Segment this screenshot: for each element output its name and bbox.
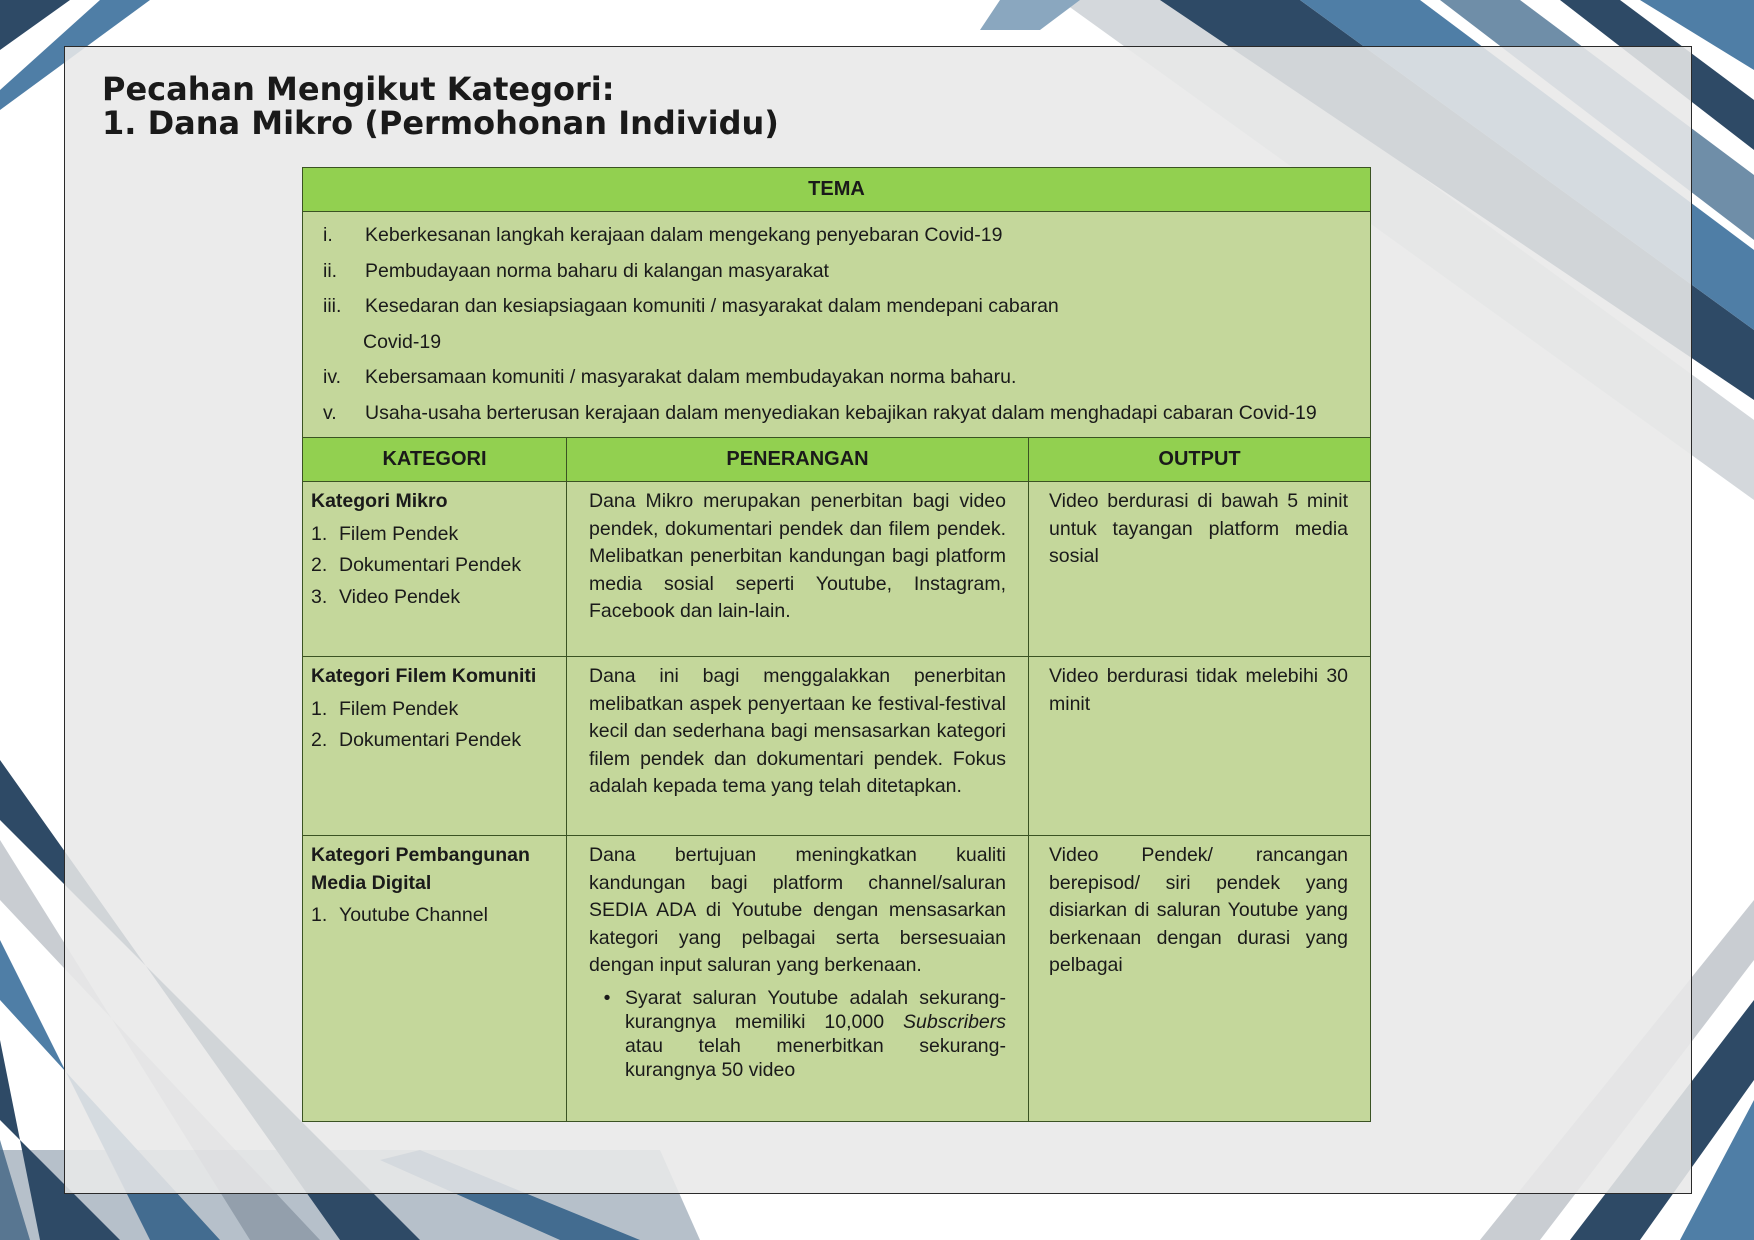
requirement-bullet [589,986,1006,1082]
list-number: 2. [311,554,328,576]
list-item [311,552,558,580]
bullet-text-end: atau telah menerbitkan sekurang-kurangnya 50 video [625,1034,1006,1081]
penerangan-cell [567,836,1029,1122]
column-header-penerangan: PENERANGAN [567,438,1029,482]
tema-item-text-continued: Covid-19 [363,330,442,353]
tema-item-text: Usaha-usaha berterusan kerajaan dalam menyediakan kebajikan rakyat dalam menghadapi cabaran Covid-19 [365,401,1317,424]
tema-list [303,212,1371,438]
tema-item-number: i. [323,224,333,246]
list-label: Dokumentari Pendek [339,729,522,751]
title-line-1: Pecahan Mengikut Kategori: [102,70,615,108]
bullet-icon: • [603,986,611,1009]
tema-item-text-group [365,293,1346,356]
list-number: 3. [311,585,328,608]
kategori-title: Kategori Mikro [311,490,448,512]
kategori-items [311,696,558,755]
list-number: 1. [311,522,328,545]
kategori-cell [303,657,567,836]
table-row [303,836,1371,1122]
list-item [311,727,558,755]
penerangan-cell [567,482,1029,657]
tema-header: TEMA [303,168,1371,212]
kategori-items [311,902,558,930]
penerangan-text: Dana Mikro merupakan penerbitan bagi video pendek, dokumentari pendek dan filem pendek. Melibatkan penerbitan kandungan bagi platform media sosial seperti Youtube, Instagram, Facebook dan lain-lain. [589,490,1006,622]
column-header-kategori: KATEGORI [303,438,567,482]
list-label: Video Pendek [339,585,461,608]
bullet-text [625,986,1006,1082]
tema-item [323,364,1346,392]
tema-item [323,258,1346,286]
output-cell: Video berdurasi tidak melebihi 30 minit [1029,657,1371,836]
list-item [311,696,558,724]
kategori-cell [303,836,567,1122]
penerangan-text: Dana bertujuan meningkatkan kualiti kandungan bagi platform channel/saluran SEDIA ADA di Youtube dengan mensasarkan kategori yang pelbagai serta bersesuaian dengan input saluran yang berkenaan. [589,844,1006,976]
tema-item-number: ii. [323,259,338,282]
output-cell: Video Pendek/ rancangan berepisod/ siri pendek yang disiarkan di saluran Youtube yang berkenaan dengan durasi yang pelbagai [1029,836,1371,1122]
tema-item-text: Pembudayaan norma baharu di kalangan masyarakat [365,259,829,282]
kategori-title: Kategori Pembangunan Media Digital [311,844,530,894]
page-title [102,72,779,140]
output-cell: Video berdurasi di bawah 5 minit untuk tayangan platform media sosial [1029,482,1371,657]
list-number: 2. [311,729,328,751]
list-item [311,902,558,930]
tema-item [323,293,1346,356]
list-label: Youtube Channel [339,904,488,926]
list-item [311,521,558,549]
tema-item-text: Kebersamaan komuniti / masyarakat dalam membudayakan norma baharu. [365,366,1017,388]
tema-item-number: iii. [323,295,342,317]
list-number: 1. [311,904,328,926]
bullet-text-italic: Subscribers [903,1010,1007,1033]
penerangan-cell [567,657,1029,836]
tema-item [323,400,1346,428]
bullet-text-start: Syarat saluran Youtube adalah sekurang-kurangnya memiliki 10,000 [625,986,1006,1033]
table-row [303,482,1371,657]
column-header-output: OUTPUT [1029,438,1371,482]
tema-item [323,222,1346,250]
list-label: Filem Pendek [339,697,459,720]
tema-item-text: Kesedaran dan kesiapsiagaan komuniti / masyarakat dalam mendepani cabaran [365,295,1059,317]
category-table [302,167,1371,1122]
kategori-cell [303,482,567,657]
list-label: Filem Pendek [339,522,459,545]
kategori-title: Kategori Filem Komuniti [311,665,537,687]
title-line-2: 1. Dana Mikro (Permohonan Individu) [102,104,779,142]
list-label: Dokumentari Pendek [339,554,522,576]
tema-item-number: v. [323,401,337,424]
penerangan-text: Dana ini bagi menggalakkan penerbitan melibatkan aspek penyertaan ke festival-festival kecil dan sederhana bagi mensasarkan kategori filem pendek dan dokumentari pendek. Fokus adalah kepada tema yang telah ditetapkan. [589,665,1006,797]
list-number: 1. [311,697,328,720]
kategori-items [311,521,558,612]
tema-item-text: Keberkesanan langkah kerajaan dalam mengekang penyebaran Covid-19 [365,224,1003,246]
table-row [303,657,1371,836]
list-item [311,584,558,612]
tema-item-number: iv. [323,366,342,388]
